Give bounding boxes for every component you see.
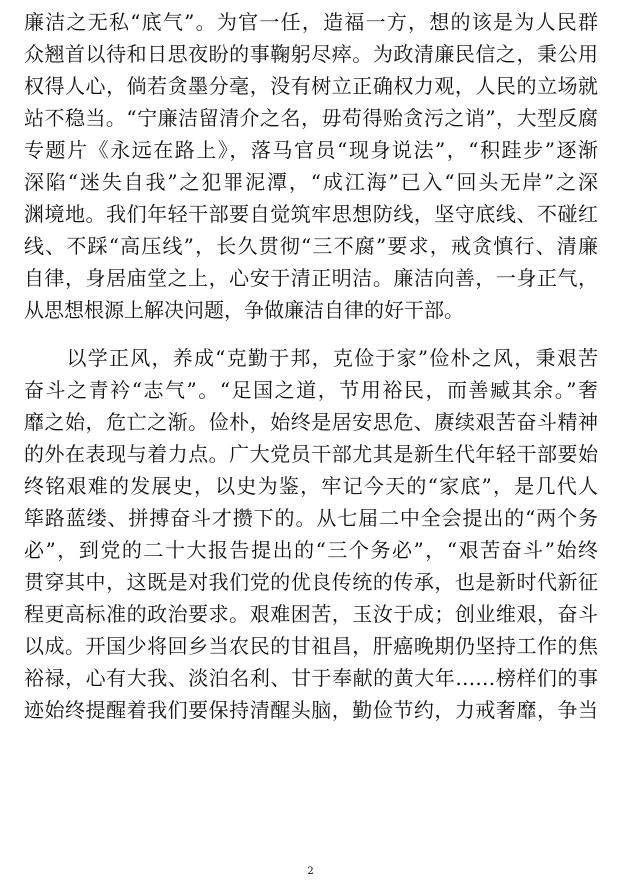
text-line: 必”，到党的二十大报告提出的“三个务必”，“艰苦奋斗”始终 <box>24 538 598 562</box>
paragraph-1 <box>24 6 598 326</box>
text-line: 靡之始，危亡之渐。俭朴，始终是居安思危、赓续艰苦奋斗精神 <box>24 410 598 434</box>
page-number: 2 <box>307 866 314 877</box>
text-line: 渊境地。我们年轻干部要自觉筑牢思想防线，坚守底线、不碰红 <box>24 202 598 226</box>
text-line: 程更高标准的政治要求。艰难困苦，玉汝于成；创业维艰，奋斗 <box>24 602 598 626</box>
text-line: 从思想根源上解决问题，争做廉洁自律的好干部。 <box>24 298 464 322</box>
text-line: 站不稳当。“宁廉洁留清介之名，毋苟得贻贪污之诮”，大型反腐 <box>24 106 598 130</box>
text-line: 奋斗之青衿“志气”。“足国之道，节用裕民，而善臧其余。”奢 <box>24 378 598 402</box>
text-line: 终铭艰难的发展史，以史为鉴，牢记今天的“家底”，是几代人 <box>24 474 598 498</box>
text-line: 的外在表现与着力点。广大党员干部尤其是新生代年轻干部要始 <box>24 442 598 466</box>
text-line: 贯穿其中，这既是对我们党的优良传统的传承，也是新时代新征 <box>24 570 598 594</box>
text-line: 以成。开国少将回乡当农民的甘祖昌，肝癌晚期仍坚持工作的焦 <box>24 634 598 658</box>
text-line: 裕禄，心有大我、淡泊名利、甘于奉献的黄大年……榜样们的事 <box>24 666 598 690</box>
text-line: 专题片《永远在路上》，落马官员“现身说法”，“积跬步”逐渐 <box>24 138 598 162</box>
text-line: 深陷“迷失自我”之犯罪泥潭，“成江海”已入“回头无岸”之深 <box>24 170 598 194</box>
text-line: 廉洁之无私“底气”。为官一任，造福一方，想的该是为人民群 <box>24 10 598 34</box>
text-line: 权得人心，倘若贪墨分毫，没有树立正确权力观，人民的立场就 <box>24 74 598 98</box>
text-line: 众翘首以待和日思夜盼的事鞠躬尽瘁。为政清廉民信之，秉公用 <box>24 42 598 66</box>
text-line: 迹始终提醒着我们要保持清醒头脑，勤俭节约，力戒奢靡，争当 <box>24 698 598 722</box>
text-line: 筚路蓝缕、拼搏奋斗才攒下的。从七届二中全会提出的“两个务 <box>24 506 598 530</box>
paragraph-2 <box>24 342 598 726</box>
text-line: 线、不踩“高压线”，长久贯彻“三不腐”要求，戒贪慎行、清廉 <box>24 234 598 258</box>
text-line: 自律，身居庙堂之上，心安于清正明洁。廉洁向善，一身正气， <box>24 266 598 290</box>
text-line: 以学正风，养成“克勤于邦，克俭于家”俭朴之风，秉艰苦 <box>24 346 598 370</box>
